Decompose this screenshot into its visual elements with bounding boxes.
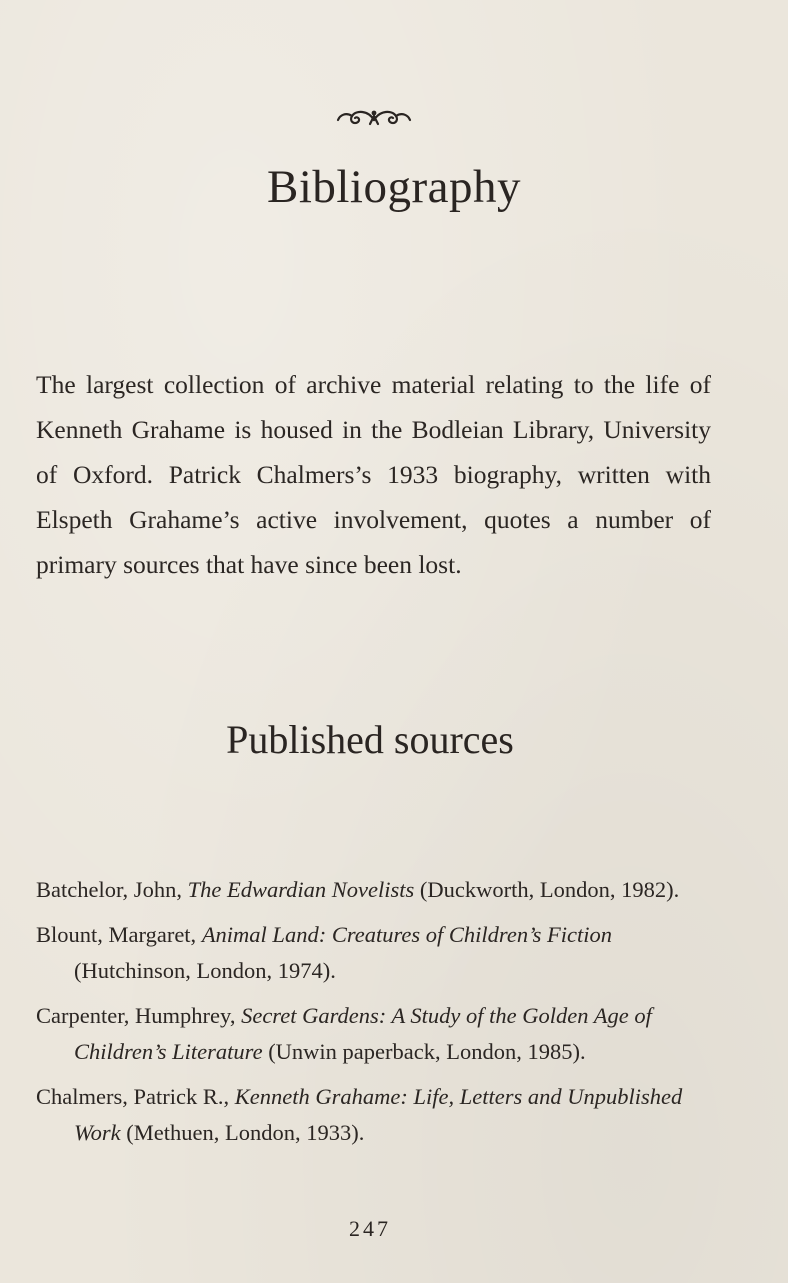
bibliography-entry — [36, 917, 701, 989]
entry-author: Batchelor, John, — [36, 877, 188, 902]
entry-details: (Unwin paperback, London, 1985). — [262, 1039, 586, 1064]
intro-paragraph: The largest collection of archive material relating to the life of Kenneth Grahame is housed in the Bodleian Library, University of Oxford. Patrick Chalmers’s 1933 biography, written with Elspeth Grahame’s active involvement, quotes a number of primary sources that have since been lost. — [36, 370, 711, 579]
entry-details: (Methuen, London, 1933). — [120, 1120, 365, 1145]
page-number: 247 — [349, 1216, 391, 1241]
entry-author: Carpenter, Humphrey, — [36, 1003, 242, 1028]
entry-title: Animal Land: Creatures of Children’s Fiction — [201, 922, 613, 947]
entry-title: Secret Gardens: A Study of the Golden Age of Children’s Literature — [74, 1003, 652, 1064]
entry-title: The Edwardian Novelists — [187, 877, 415, 902]
section-heading: Published sources — [226, 717, 514, 762]
bibliography-entry — [36, 1079, 701, 1151]
bibliography-list — [36, 872, 701, 1160]
entry-details: (Duckworth, London, 1982). — [414, 877, 680, 902]
entry-details: (Hutchinson, London, 1974). — [74, 958, 336, 983]
entry-title: Kenneth Grahame: Life, Letters and Unpublished Work — [74, 1084, 683, 1145]
entry-author: Chalmers, Patrick R., — [36, 1084, 235, 1109]
bibliography-entry — [36, 872, 701, 908]
floral-ornament-icon — [334, 106, 414, 132]
bibliography-entry — [36, 998, 701, 1070]
entry-author: Blount, Margaret, — [36, 922, 202, 947]
page-title: Bibliography — [266, 161, 522, 213]
